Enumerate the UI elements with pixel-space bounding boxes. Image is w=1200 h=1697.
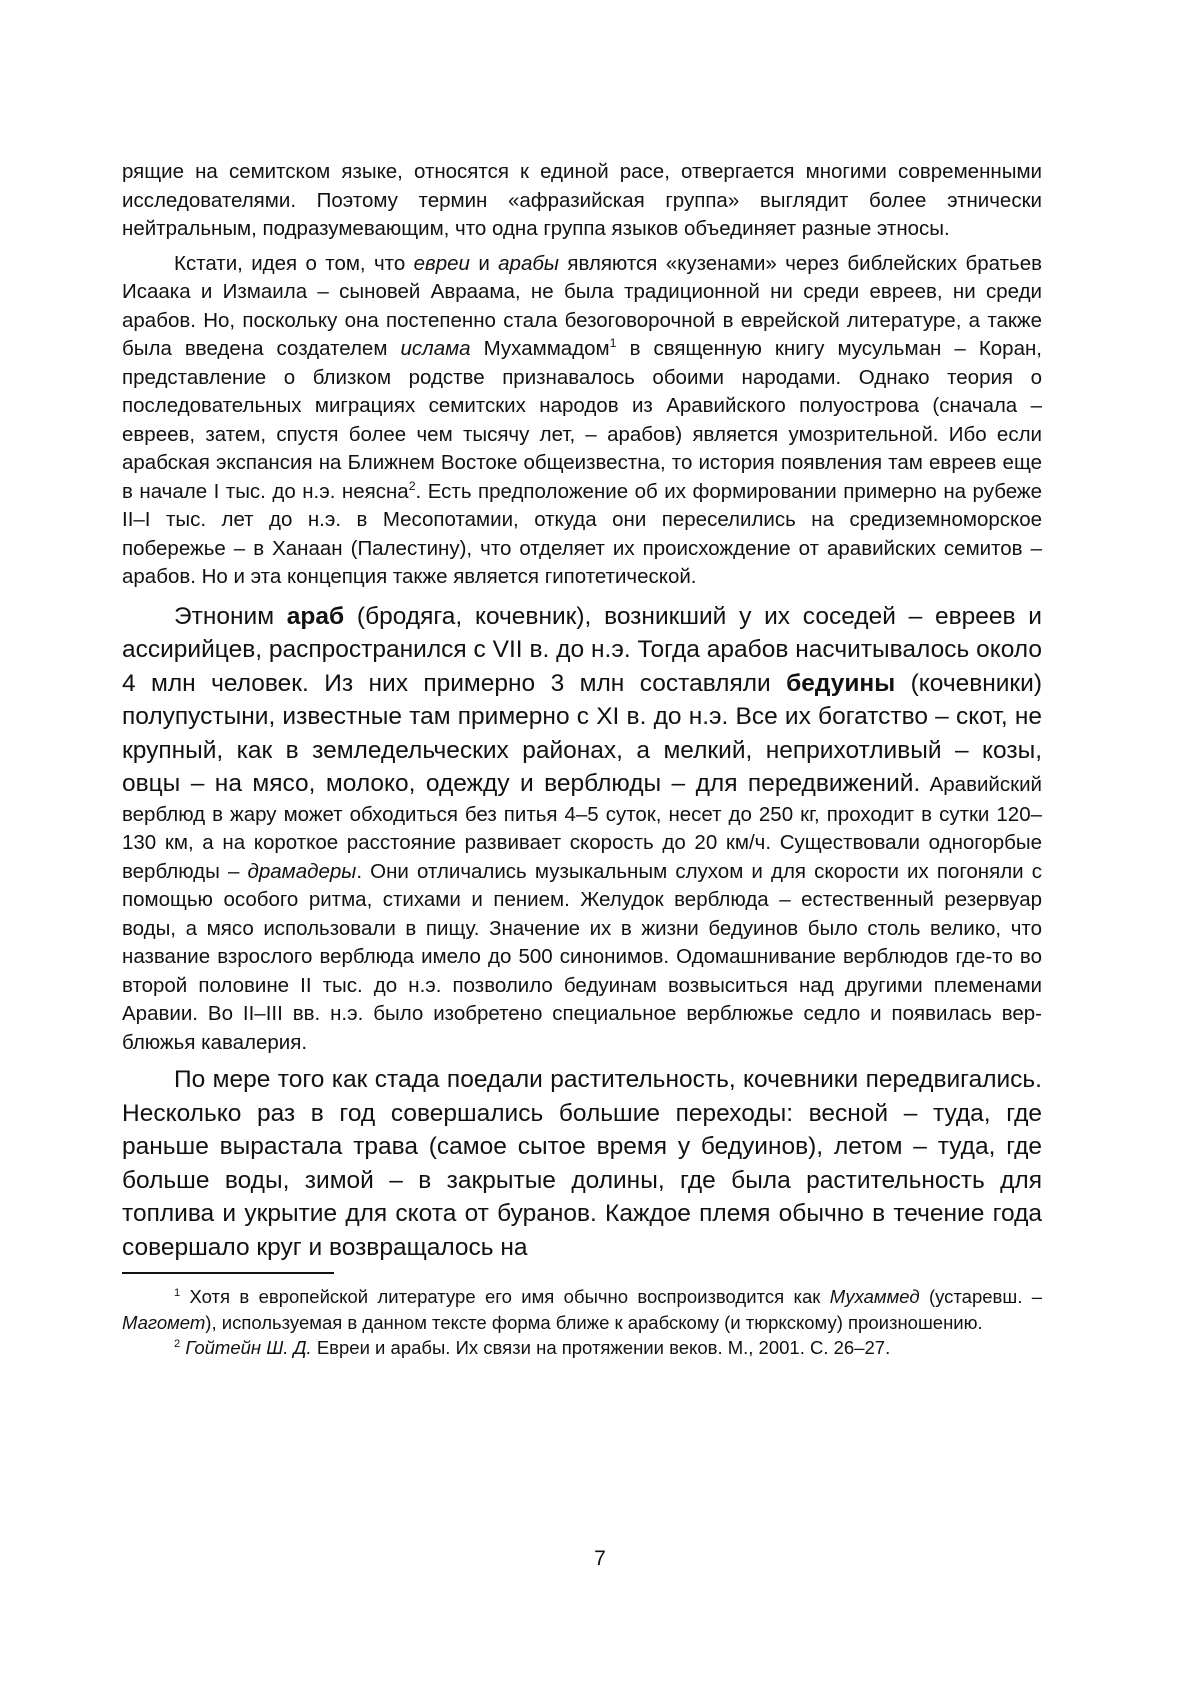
text-run: . Они отличались музыкальным слухом и для скорости их погоняли с помощью особого ритма, стихами и пением. Желудок верблюда – естественный резервуар воды, а мясо использовали в пищу. Значение их в жизни бедуинов было столь велико, что название взрослого верблюда имело до 500 синонимов. Одомашнивание верблюдов где-то во второй половине II тыс. до н.э. позволило бедуинам возвыситься над другими племенами Аравии. Во II–III вв. н.э. было изобретено специальное верблюжье седло и появилась верблюжья кавалерия. xyxy=(122,859,1042,1054)
text-run: Кстати, идея о том, что xyxy=(174,251,414,275)
italic-term: евреи xyxy=(413,251,470,275)
footnote-number: 1 xyxy=(174,1286,181,1299)
bold-term: бедуины xyxy=(786,669,896,697)
italic-term: Магомет xyxy=(122,1311,206,1333)
main-text-column xyxy=(122,158,1042,1361)
italic-term: Мухаммед xyxy=(829,1286,920,1307)
italic-citation-author: Гойтейн Ш. Д. xyxy=(185,1337,312,1358)
text-run: являются «кузенами» через библейских братьев Исаака и Измаила – сыновей Авраама, не была традиционной ни среди евреев, ни среди арабов. Но, поскольку она постепенно стала безоговорочной в еврейской литературе, а также была введена создателем xyxy=(122,251,1042,360)
page-number: 7 xyxy=(594,1547,606,1570)
footnote-1 xyxy=(122,1284,1042,1335)
paragraph-ethnonym-arab xyxy=(122,600,1042,1058)
text-run: (устаревш. – xyxy=(919,1286,1042,1307)
text-run: и xyxy=(469,251,499,275)
bold-term: араб xyxy=(286,602,345,630)
text-run: Евреи и арабы. Их связи на протяжении веков. М., 2001. С. 26–27. xyxy=(311,1337,891,1358)
italic-term: драмадеры xyxy=(247,859,357,883)
footnote-number: 2 xyxy=(174,1337,181,1350)
paragraph-continuation xyxy=(122,158,1042,244)
text-run-large: (кочевники) полупустыни, известные там примерно с XI в. до н.э. Все их богатство – скот, не крупный, как в земледельческих районах, а мелкий, неприхотливый – козы, овцы – на мясо, молоко, одежду и верблюды – для передвижений. xyxy=(122,669,1042,797)
text-run-large: Этноним xyxy=(174,602,287,630)
paragraph-semitic-cousins xyxy=(122,250,1042,592)
italic-term: ислама xyxy=(400,337,471,360)
text-run: в священную книгу мусульман – Коран, представление о близком родстве признавалось обоими народами. Однако теория о последовательных миграциях семитских народов из Аравийского полуострова (сначала – евреев, затем, спустя более чем тысячу лет, – арабов) является умозрительной. Ибо если арабская экспансия на Ближнем Востоке общеизвестна, то история появления там евреев еще в начале I тыс. до н.э. неясна xyxy=(122,337,1042,503)
text-run-large: (бродяга, кочевник), возникший у их соседей – евреев и ассирийцев, распространился с VII в. до н.э. Тогда арабов насчитывалось около 4 млн человек. Из них примерно 3 млн составляли xyxy=(122,602,1042,697)
text-run: рящие на семитском языке, относятся к единой расе, отвергается многими современными исследователями. Поэтому термин «афразийская группа» выглядит более этнически нейтральным, подразумевающим, что одна группа языков объединяет разные этносы. xyxy=(122,160,1042,240)
paragraph-nomad-migration xyxy=(122,1063,1042,1264)
text-run: . Есть предположение об их формировании примерно на рубеже II–I тыс. лет до н.э. в Месопотамии, откуда они переселились на средиземноморское побережье – в Ханаан (Палестину), что отделяет их происхождение от аравийских семитов – арабов. Но и эта концепция также является гипотетической. xyxy=(122,479,1043,588)
text-run: ), используемая в данном тексте форма ближе к арабскому (и тюркскому) произношению. xyxy=(205,1311,983,1333)
text-run: Хотя в европейской литературе его имя обычно воспроизводится как xyxy=(180,1286,830,1307)
italic-term: арабы xyxy=(498,251,559,275)
footnote-2 xyxy=(122,1335,1042,1361)
text-run: Аравийский верблюд в жару может обходиться без питья 4–5 суток, несет до 250 кг, проходит в сутки 120–130 км, а на короткое расстояние развивает скорость до 20 км/ч. Существовали одногорбые верблюды – xyxy=(122,773,1042,883)
footnote-ref: 2 xyxy=(408,478,416,493)
footnote-divider xyxy=(122,1272,334,1274)
text-run-large: По мере того как стада поедали растительность, кочевники передвигались. Несколько раз в год совершались большие переходы: весной – туда, где раньше вырастала трава (самое сытое время у бедуинов), летом – туда, где больше воды, зимой – в закрытые долины, где была растительность для топлива и укрытие для скота от буранов. Каждое племя обычно в течение года совершало круг и возвращалось на xyxy=(122,1066,1042,1261)
text-run: Мухаммадом xyxy=(470,337,610,360)
footnote-ref: 1 xyxy=(609,336,617,351)
